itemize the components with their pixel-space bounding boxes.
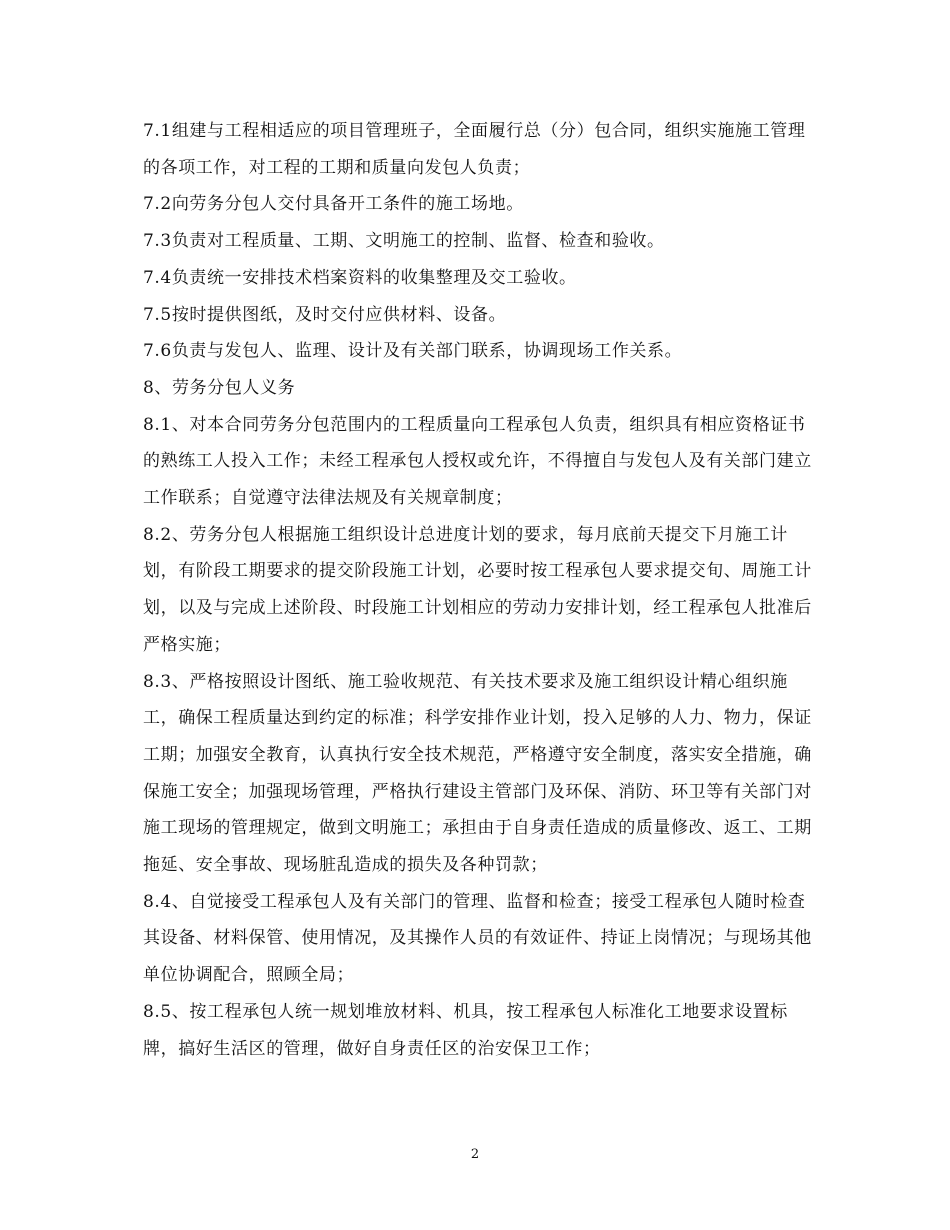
- document-body: [143, 113, 823, 1067]
- paragraph-7-1: 7.1组建与工程相适应的项目管理班子，全面履行总（分）包合同，组织实施施工管理的各项工作，对工程的工期和质量向发包人负责；: [143, 121, 806, 178]
- paragraph-8-1: 8.1、对本合同劳务分包范围内的工程质量向工程承包人负责，组织具有相应资格证书的熟练工人投入工作；未经工程承包人授权或允许，不得擅自与发包人及有关部门建立工作联系；自觉遵守法律法规及有关规章制度；: [143, 414, 812, 509]
- paragraph-7-3: 7.3负责对工程质量、工期、文明施工的控制、监督、检查和验收。: [143, 231, 665, 252]
- paragraph-8-4: 8.4、自觉接受工程承包人及有关部门的管理、监督和检查；接受工程承包人随时检查其设备、材料保管、使用情况，及其操作人员的有效证件、持证上岗情况；与现场其他单位协调配合，照顾全局；: [143, 891, 812, 986]
- paragraph-8-2: 8.2、劳务分包人根据施工组织设计总进度计划的要求，每月底前天提交下月施工计划，有阶段工期要求的提交阶段施工计划，必要时按工程承包人要求提交旬、周施工计划，以及与完成上述阶段、时段施工计划相应的劳动力安排计划，经工程承包人批准后严格实施；: [143, 524, 812, 655]
- paragraph-7-2: 7.2向劳务分包人交付具备开工条件的施工场地。: [143, 194, 524, 215]
- paragraph-7-5: 7.5按时提供图纸，及时交付应供材料、设备。: [143, 304, 507, 325]
- section-heading-8: 8、劳务分包人义务: [143, 377, 296, 398]
- paragraph-8-5: 8.5、按工程承包人统一规划堆放材料、机具，按工程承包人标准化工地要求设置标牌，搞好生活区的管理，做好自身责任区的治安保卫工作；: [143, 1001, 788, 1059]
- paragraph-8-3: 8.3、严格按照设计图纸、施工验收规范、有关技术要求及施工组织设计精心组织施工，确保工程质量达到约定的标准；科学安排作业计划，投入足够的人力、物力，保证工期；加强安全教育，认真执行安全技术规范，严格遵守安全制度，落实安全措施，确保施工安全；加强现场管理，严格执行建设主管部门及环保、消防、环卫等有关部门对施工现场的管理规定，做到文明施工；承担由于自身责任造成的质量修改、返工、工期拖延、安全事故、现场脏乱造成的损失及各种罚款；: [143, 671, 812, 876]
- page-number: 2: [470, 1147, 480, 1162]
- paragraph-7-6: 7.6负责与发包人、监理、设计及有关部门联系，协调现场工作关系。: [143, 341, 683, 362]
- paragraph-7-4: 7.4负责统一安排技术档案资料的收集整理及交工验收。: [143, 267, 577, 288]
